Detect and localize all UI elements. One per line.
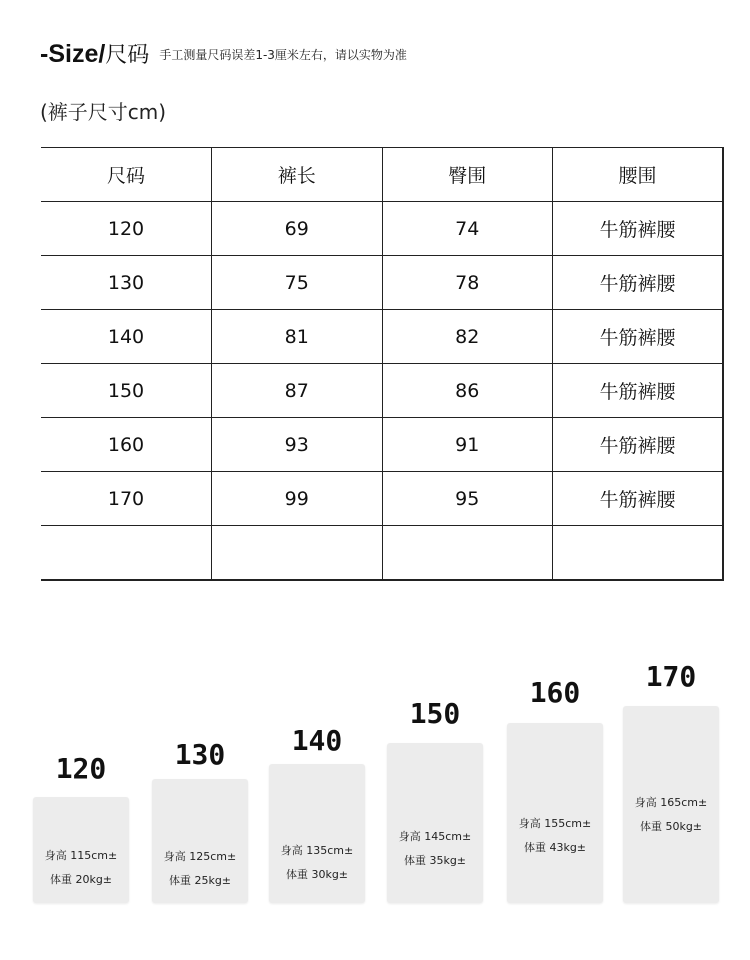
- cell-length: 87: [212, 364, 383, 418]
- header-cell: 臀围: [382, 148, 553, 202]
- header-cell: 尺码: [41, 148, 212, 202]
- card-weight: 体重 30kg±: [285, 868, 349, 881]
- card-height: 身高 145cm±: [398, 830, 472, 843]
- cell-size: 150: [41, 364, 212, 418]
- card-height: 身高 135cm±: [280, 844, 354, 857]
- card-weight: 体重 20kg±: [49, 873, 113, 886]
- table-row: [41, 472, 723, 526]
- table-header-row: [41, 148, 723, 202]
- cell-length: [212, 526, 383, 581]
- card-box: [33, 797, 129, 903]
- card-height: 身高 165cm±: [634, 796, 708, 809]
- page-header: [40, 38, 407, 69]
- card-size-number: 130: [174, 738, 226, 771]
- card-height: 身高 115cm±: [44, 849, 118, 862]
- cell-waist: [553, 526, 724, 581]
- cell-waist: 牛筋裤腰: [553, 418, 724, 472]
- card-size-number: 140: [291, 724, 343, 757]
- cell-hip: [382, 526, 553, 581]
- cell-hip: 78: [382, 256, 553, 310]
- cell-waist: 牛筋裤腰: [553, 256, 724, 310]
- cell-length: 69: [212, 202, 383, 256]
- cell-length: 75: [212, 256, 383, 310]
- header-cell: 腰围: [553, 148, 724, 202]
- cell-size: 130: [41, 256, 212, 310]
- cell-waist: 牛筋裤腰: [553, 310, 724, 364]
- size-label: -Size/: [40, 40, 106, 68]
- cell-hip: 86: [382, 364, 553, 418]
- card-box: [623, 706, 719, 903]
- table-row: [41, 256, 723, 310]
- cell-size: 120: [41, 202, 212, 256]
- card-height: 身高 125cm±: [163, 850, 237, 863]
- card-weight: 体重 35kg±: [403, 854, 467, 867]
- cell-size: 170: [41, 472, 212, 526]
- table-row: [41, 418, 723, 472]
- cell-hip: 74: [382, 202, 553, 256]
- table-row: [41, 310, 723, 364]
- size-table: [41, 147, 724, 581]
- cell-hip: 91: [382, 418, 553, 472]
- card-size-number: 120: [55, 752, 107, 785]
- cell-length: 93: [212, 418, 383, 472]
- cell-hip: 82: [382, 310, 553, 364]
- card-weight: 体重 50kg±: [639, 820, 703, 833]
- card-box: [387, 743, 483, 903]
- card-box: [269, 764, 365, 903]
- card-size-number: 160: [529, 676, 581, 709]
- size-title: 尺码: [105, 43, 150, 68]
- card-box: [152, 779, 248, 903]
- cell-size: 160: [41, 418, 212, 472]
- card-size-number: 150: [409, 697, 461, 730]
- cell-length: 81: [212, 310, 383, 364]
- cell-length: 99: [212, 472, 383, 526]
- cell-waist: 牛筋裤腰: [553, 472, 724, 526]
- table-row: [41, 202, 723, 256]
- card-weight: 体重 25kg±: [168, 874, 232, 887]
- cell-waist: 牛筋裤腰: [553, 364, 724, 418]
- table-row: [41, 526, 723, 581]
- table-subtitle: (裤子尺寸cm): [40, 100, 167, 124]
- card-size-number: 170: [645, 660, 697, 693]
- cell-waist: 牛筋裤腰: [553, 202, 724, 256]
- cell-size: [41, 526, 212, 581]
- cell-size: 140: [41, 310, 212, 364]
- card-box: [507, 723, 603, 903]
- card-weight: 体重 43kg±: [523, 841, 587, 854]
- table-row: [41, 364, 723, 418]
- card-height: 身高 155cm±: [518, 817, 592, 830]
- header-cell: 裤长: [212, 148, 383, 202]
- measurement-note: 手工测量尺码误差1-3厘米左右，请以实物为准: [159, 48, 407, 62]
- cell-hip: 95: [382, 472, 553, 526]
